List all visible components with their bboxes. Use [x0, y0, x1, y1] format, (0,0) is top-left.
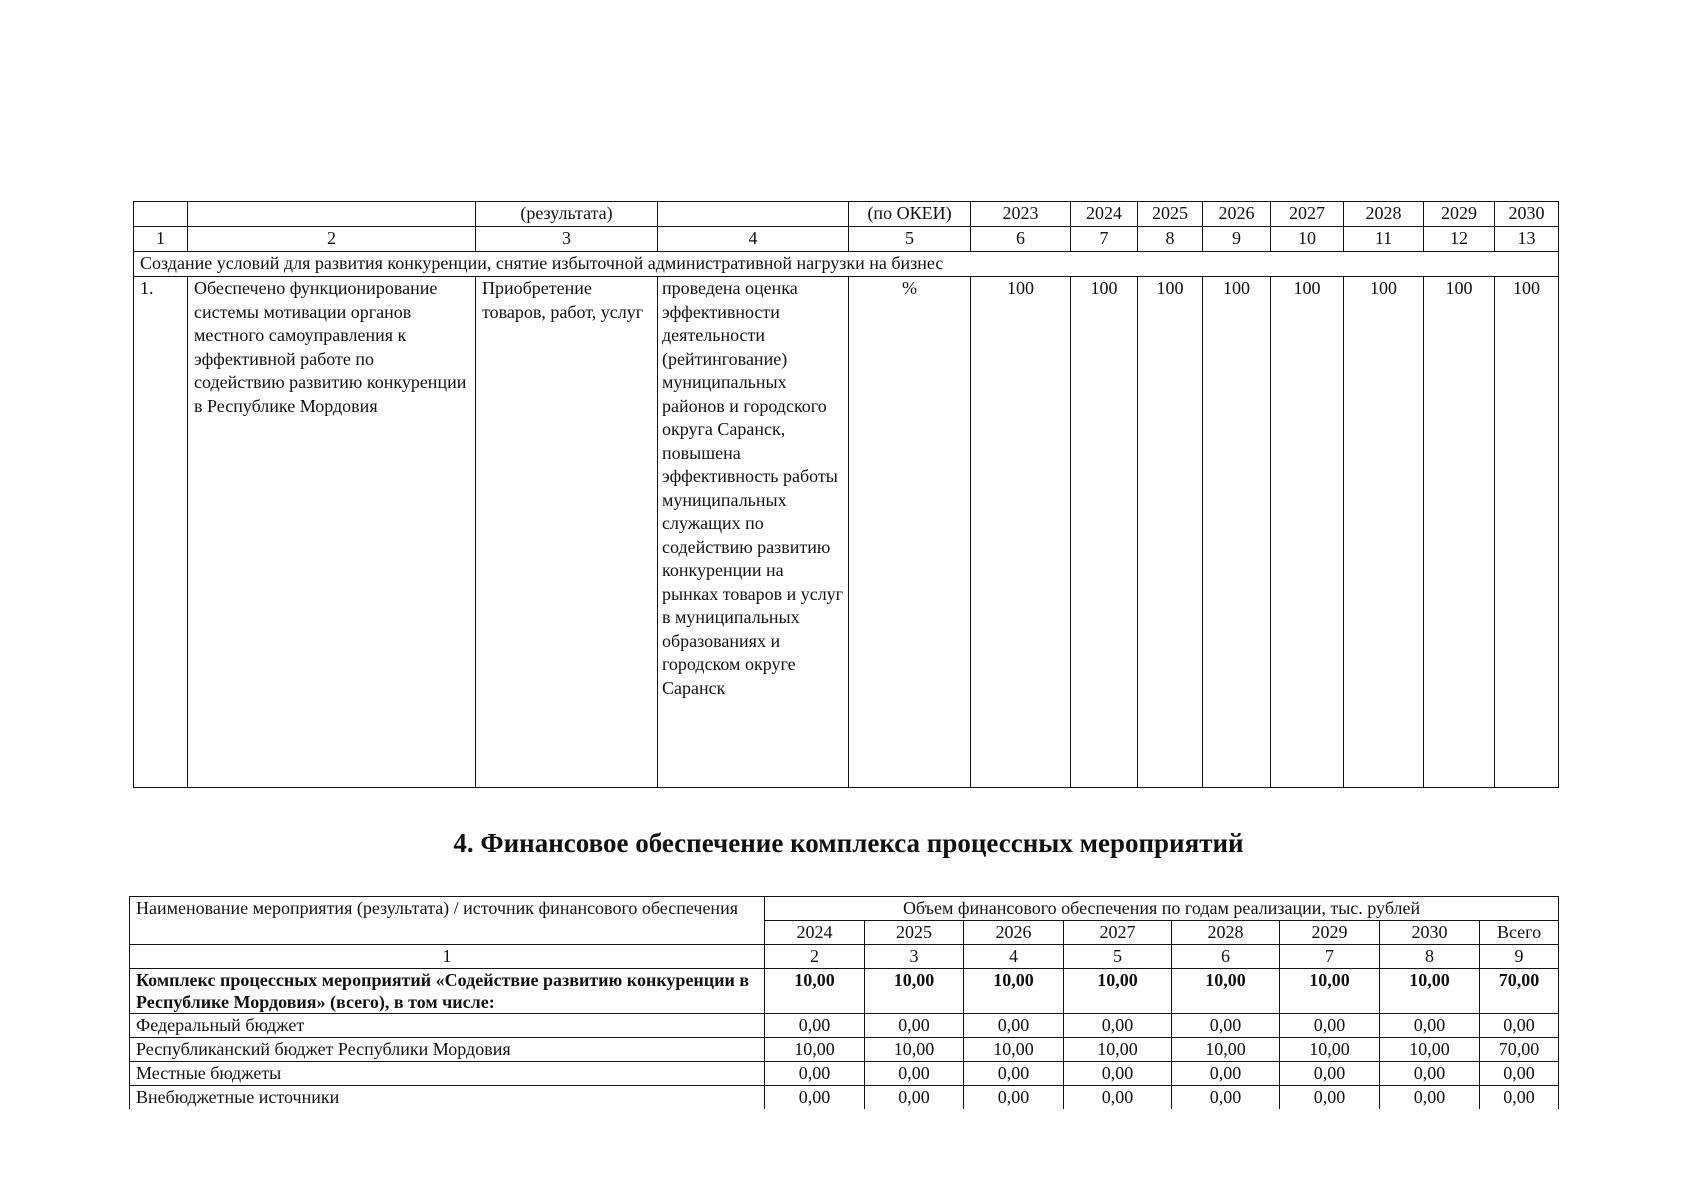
row-value-2025: 100: [1138, 277, 1203, 788]
financing-value: 0,00: [765, 1086, 865, 1110]
financing-header-row: [130, 897, 1559, 921]
financing-total: 70,00: [1480, 1038, 1559, 1062]
column-number-cell: 1: [134, 227, 188, 252]
financing-value: 0,00: [765, 1062, 865, 1086]
row-value-2026: 100: [1203, 277, 1271, 788]
column-number-cell: 1: [130, 945, 765, 969]
results-header-cell: 2029: [1424, 202, 1495, 227]
column-number-cell: 6: [1172, 945, 1280, 969]
financing-total: 0,00: [1480, 1014, 1559, 1038]
financing-value: 10,00: [1064, 969, 1172, 1014]
year-header-cell: 2029: [1280, 921, 1380, 945]
year-header-cell: 2028: [1172, 921, 1280, 945]
year-header-cell: 2025: [865, 921, 964, 945]
row-value-2024: 100: [1071, 277, 1138, 788]
financing-value: 10,00: [964, 969, 1064, 1014]
results-header-cell: [188, 202, 476, 227]
row-task: Обеспечено функционирование системы мотивации органов местного самоуправления к эффективной работе по содействию развитию конкуренции в Республике Мордовия: [188, 277, 476, 788]
financing-value: 10,00: [1280, 969, 1380, 1014]
section-title: Создание условий для развития конкуренции, снятие избыточной административной нагрузки на бизнес: [134, 252, 1559, 277]
financing-value: 0,00: [1280, 1086, 1380, 1110]
results-header-row: [134, 202, 1559, 227]
column-number-cell: 2: [188, 227, 476, 252]
row-value-2027: 100: [1271, 277, 1344, 788]
results-section-row: [134, 252, 1559, 277]
financing-value: 10,00: [765, 1038, 865, 1062]
financing-value: 0,00: [1064, 1014, 1172, 1038]
financing-value: 0,00: [1064, 1086, 1172, 1110]
financing-total: 0,00: [1480, 1086, 1559, 1110]
financing-value: 0,00: [1172, 1062, 1280, 1086]
financing-value: 0,00: [964, 1062, 1064, 1086]
column-number-cell: 12: [1424, 227, 1495, 252]
column-number-cell: 9: [1203, 227, 1271, 252]
column-number-cell: 3: [476, 227, 658, 252]
financing-value: 10,00: [1380, 969, 1480, 1014]
results-header-cell: 2026: [1203, 202, 1271, 227]
financing-value: 0,00: [1064, 1062, 1172, 1086]
results-header-cell: (по ОКЕИ): [849, 202, 971, 227]
financing-value: 10,00: [865, 1038, 964, 1062]
financing-value: 10,00: [865, 969, 964, 1014]
column-number-cell: 10: [1271, 227, 1344, 252]
row-number: 1.: [134, 277, 188, 788]
results-header-cell: (результата): [476, 202, 658, 227]
financing-value: 10,00: [964, 1038, 1064, 1062]
row-value-2028: 100: [1344, 277, 1424, 788]
row-value-2030: 100: [1495, 277, 1559, 788]
table-row: [134, 277, 1559, 788]
column-number-cell: 11: [1344, 227, 1424, 252]
financing-row-name: Внебюджетные источники: [130, 1086, 765, 1110]
financing-value: 0,00: [1380, 1062, 1480, 1086]
year-header-cell: 2026: [964, 921, 1064, 945]
column-number-cell: 4: [658, 227, 849, 252]
financing-value: 10,00: [1380, 1038, 1480, 1062]
column-number-cell: 7: [1280, 945, 1380, 969]
results-header-cell: [658, 202, 849, 227]
financing-value: 0,00: [964, 1014, 1064, 1038]
table-row: [130, 1086, 1559, 1110]
column-number-cell: 9: [1480, 945, 1559, 969]
total-header-cell: Всего: [1480, 921, 1559, 945]
column-number-cell: 8: [1380, 945, 1480, 969]
financing-row-name: Федеральный бюджет: [130, 1014, 765, 1038]
results-table: [133, 201, 1559, 788]
financing-value: 10,00: [1172, 1038, 1280, 1062]
column-number-cell: 6: [971, 227, 1071, 252]
financing-value: 10,00: [1064, 1038, 1172, 1062]
financing-value: 10,00: [1172, 969, 1280, 1014]
year-header-cell: 2024: [765, 921, 865, 945]
table-row: [130, 969, 1559, 1014]
table-row: [130, 1038, 1559, 1062]
financing-value: 0,00: [865, 1086, 964, 1110]
row-characteristic: проведена оценка эффективности деятельности (рейтингование) муниципальных районов и городского округа Саранск, повышена эффективность работы муниципальных служащих по содействию развитию конкуренции на рынках товаров и услуг в муниципальных образованиях и городском округе Саранск: [658, 277, 849, 788]
results-header-cell: [134, 202, 188, 227]
column-number-cell: 3: [865, 945, 964, 969]
results-header-cell: 2028: [1344, 202, 1424, 227]
column-number-cell: 5: [1064, 945, 1172, 969]
row-value-2029: 100: [1424, 277, 1495, 788]
financing-column-numbers-row: [130, 945, 1559, 969]
row-unit: %: [849, 277, 971, 788]
financing-value: 10,00: [1280, 1038, 1380, 1062]
row-type: Приобретение товаров, работ, услуг: [476, 277, 658, 788]
financing-volume-header: Объем финансового обеспечения по годам реализации, тыс. рублей: [765, 897, 1559, 921]
column-number-cell: 2: [765, 945, 865, 969]
table-row: [130, 1062, 1559, 1086]
year-header-cell: 2027: [1064, 921, 1172, 945]
column-number-cell: 7: [1071, 227, 1138, 252]
financing-value: 0,00: [1280, 1014, 1380, 1038]
financing-value: 0,00: [1172, 1014, 1280, 1038]
table-row: [130, 1014, 1559, 1038]
financing-value: 10,00: [765, 969, 865, 1014]
financing-value: 0,00: [865, 1014, 964, 1038]
financing-value: 0,00: [765, 1014, 865, 1038]
financing-value: 0,00: [1172, 1086, 1280, 1110]
financing-total: 0,00: [1480, 1062, 1559, 1086]
financing-row-name: Местные бюджеты: [130, 1062, 765, 1086]
financing-table: [129, 896, 1559, 1109]
results-header-cell: 2023: [971, 202, 1071, 227]
column-number-cell: 8: [1138, 227, 1203, 252]
financing-row-name: Республиканский бюджет Республики Мордовия: [130, 1038, 765, 1062]
results-header-cell: 2030: [1495, 202, 1559, 227]
results-header-cell: 2024: [1071, 202, 1138, 227]
column-number-cell: 13: [1495, 227, 1559, 252]
financing-total: 70,00: [1480, 969, 1559, 1014]
results-header-cell: 2027: [1271, 202, 1344, 227]
financing-value: 0,00: [964, 1086, 1064, 1110]
results-column-numbers-row: [134, 227, 1559, 252]
financing-name-header: Наименование мероприятия (результата) / источник финансового обеспечения: [130, 897, 765, 945]
financing-value: 0,00: [1380, 1014, 1480, 1038]
year-header-cell: 2030: [1380, 921, 1480, 945]
financing-value: 0,00: [1380, 1086, 1480, 1110]
results-header-cell: 2025: [1138, 202, 1203, 227]
row-value-2023: 100: [971, 277, 1071, 788]
financing-row-name: Комплекс процессных мероприятий «Содействие развитию конкуренции в Республике Мордовия» (всего), в том числе:: [130, 969, 765, 1014]
financing-value: 0,00: [865, 1062, 964, 1086]
section-heading: 4. Финансовое обеспечение комплекса процессных мероприятий: [453, 828, 1244, 858]
column-number-cell: 4: [964, 945, 1064, 969]
column-number-cell: 5: [849, 227, 971, 252]
financing-value: 0,00: [1280, 1062, 1380, 1086]
